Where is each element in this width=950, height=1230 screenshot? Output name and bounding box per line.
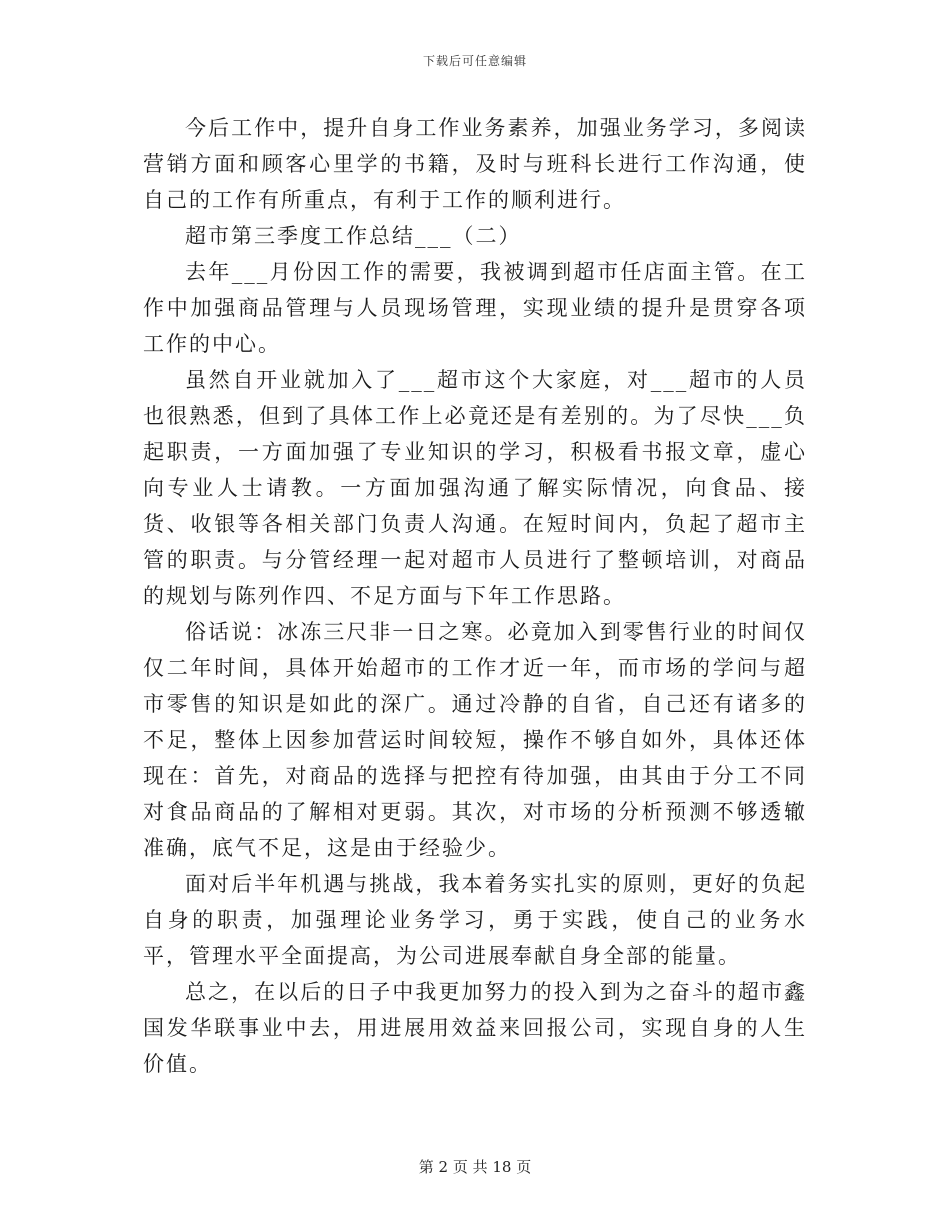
paragraph-outlook: 面对后半年机遇与挑战，我本着务实扎实的原则，更好的负起自身的职责，加强理论业务学习，勇于实践，使自己的业务水平，管理水平全面提高，为公司进展奉献自身全部的能量。 (143, 872, 807, 968)
page-header: 下载后可任意编辑 (422, 54, 527, 68)
paragraph-conclusion: 总之，在以后的日子中我更加努力的投入到为之奋斗的超市鑫国发华联事业中去，用进展用效益来回报公司，实现自身的人生价值。 (143, 980, 807, 1076)
section-title: 超市第三季度工作总结___（二） (185, 224, 522, 248)
paragraph-shortcomings: 俗话说：冰冻三尺非一日之寒。必竟加入到零售行业的时间仅仅二年时间，具体开始超市的工作才近一年，而市场的学问与超市零售的知识是如此的深广。通过冷静的自省，自己还有诸多的不足，整体上因参加营运时间较短，操作不够自如外，具体还体现在：首先，对商品的选择与把控有待加强，由其由于分工不同对食品商品的了解相对更弱。其次，对市场的分析预测不够透辙准确，底气不足，这是由于经验少。 (143, 620, 807, 860)
paragraph-experience: 虽然自开业就加入了___超市这个大家庭，对___超市的人员也很熟悉，但到了具体工作上必竟还是有差别的。为了尽快___负起职责，一方面加强了专业知识的学习，积极看书报文章，虚心向专业人士请教。一方面加强沟通了解实际情况，向食品、接货、收银等各相关部门负责人沟通。在短时间内，负起了超市主管的职责。与分管经理一起对超市人员进行了整顿培训，对商品的规划与陈列作四、不足方面与下年工作思路。 (143, 368, 807, 608)
page-number: 第 2 页 共 18 页 (418, 1158, 532, 1176)
paragraph-intro: 去年___月份因工作的需要，我被调到超市任店面主管。在工作中加强商品管理与人员现场管理，实现业绩的提升是贯穿各项工作的中心。 (143, 260, 807, 356)
document-body (143, 110, 807, 1082)
paragraph-work-plan: 今后工作中，提升自身工作业务素养，加强业务学习，多阅读营销方面和顾客心里学的书籍，及时与班科长进行工作沟通，使自己的工作有所重点，有利于工作的顺利进行。 (143, 116, 807, 212)
